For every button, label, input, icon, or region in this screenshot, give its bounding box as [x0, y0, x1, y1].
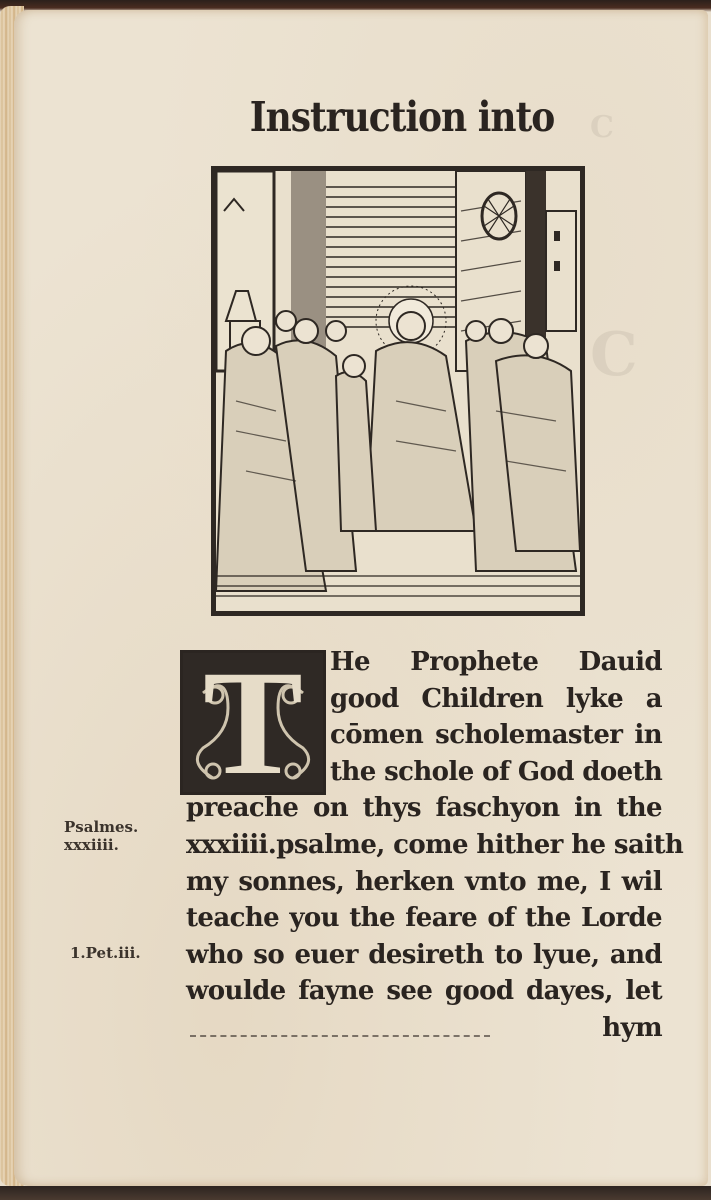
- text-line: who so euer desireth to lyue, and: [186, 939, 662, 970]
- body-text: [186, 644, 684, 1047]
- marginal-note-peter: [70, 944, 141, 962]
- woodcut-illustration: [211, 166, 585, 616]
- marginal-note-psalms: [64, 818, 138, 854]
- marginal-note-text: 1.Pet.iii.: [70, 944, 141, 962]
- text-line: teache you the feare of the Lorde: [186, 903, 662, 934]
- show-through-text: C: [590, 320, 638, 390]
- text-line: woulde fayne see good dayes, let: [186, 976, 662, 1007]
- catchword: hym: [602, 1012, 662, 1043]
- binding-board: [0, 1186, 711, 1200]
- text-line: preache on thys faschyon in the: [186, 793, 662, 824]
- marginal-note-line: xxxiiii.: [64, 836, 119, 854]
- marginal-note-text: Psalmes.: [64, 818, 139, 836]
- ink-underline: [190, 1033, 490, 1037]
- show-through-text: C: [590, 110, 614, 145]
- running-head: Instruction into: [249, 92, 555, 142]
- text-line: xxxiiii.psalme, come hither he saith: [186, 829, 684, 860]
- text-line: my sonnes, herken vnto me, I wil: [186, 866, 662, 897]
- text-line: He Prophete Dauid: [330, 647, 662, 677]
- initial-letter: T: [202, 639, 304, 806]
- text-line: the schole of God doeth: [330, 756, 663, 787]
- woodcut-image: [216, 171, 580, 611]
- text-line: cōmen scholemaster in: [330, 720, 662, 751]
- text-line: good Children lyke a: [330, 683, 662, 714]
